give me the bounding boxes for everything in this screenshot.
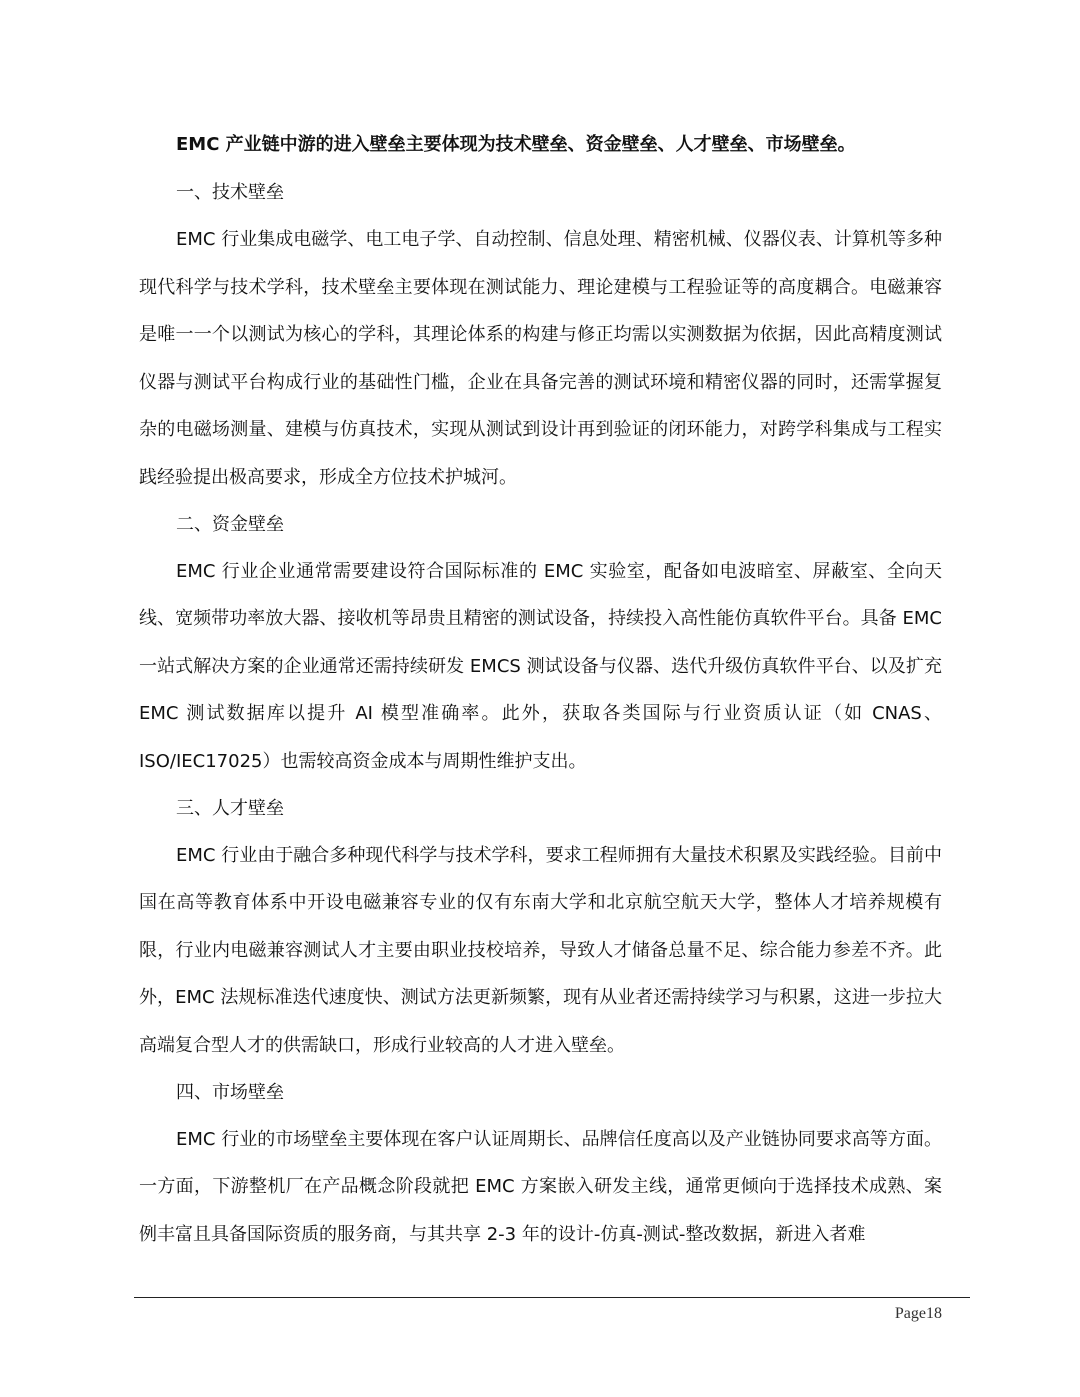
section-title-technology: 一、技术壁垒 bbox=[176, 182, 284, 203]
section-body-capital: EMC 行业企业通常需要建设符合国际标准的 EMC 实验室，配备如电波暗室、屏蔽室、全向天线、宽频带功率放大器、接收机等昂贵且精密的测试设备，持续投入高性能仿真软件平台。具备 EMC 一站式解决方案的企业通常还需持续研发 EMCS 测试设备与仪器、迭代升级仿真软件平台、以及扩充 EMC 测试数据库以提升 AI 模型准确率。此外，获取各类国际与行业资质认证（如 CNAS、ISO/IEC17025）也需较高资金成本与周期性维护支出。 bbox=[139, 560, 942, 772]
section-body-market: EMC 行业的市场壁垒主要体现在客户认证周期长、品牌信任度高以及产业链协同要求高等方面。一方面，下游整机厂在产品概念阶段就把 EMC 方案嵌入研发主线，通常更倾向于选择技术成熟、案例丰富且具备国际资质的服务商，与其共享 2-3 年的设计-仿真-测试-整改数据，新进入者难 bbox=[139, 1128, 942, 1245]
footer-divider bbox=[134, 1297, 970, 1298]
section-body-technology: EMC 行业集成电磁学、电工电子学、自动控制、信息处理、精密机械、仪器仪表、计算机等多种现代科学与技术学科，技术壁垒主要体现在测试能力、理论建模与工程验证等的高度耦合。电磁兼容是唯一一个以测试为核心的学科，其理论体系的构建与修正均需以实测数据为依据，因此高精度测试仪器与测试平台构成行业的基础性门槛，企业在具备完善的测试环境和精密仪器的同时，还需掌握复杂的电磁场测量、建模与仿真技术，实现从测试到设计再到验证的闭环能力，对跨学科集成与工程实践经验提出极高要求，形成全方位技术护城河。 bbox=[139, 229, 942, 488]
section-title-capital: 二、资金壁垒 bbox=[176, 513, 284, 535]
section-body-talent: EMC 行业由于融合多种现代科学与技术学科，要求工程师拥有大量技术积累及实践经验。目前中国在高等教育体系中开设电磁兼容专业的仅有东南大学和北京航空航天大学，整体人才培养规模有限，行业内电磁兼容测试人才主要由职业技校培养，导致人才储备总量不足、综合能力参差不齐。此外，EMC 法规标准迭代速度快、测试方法更新频繁，现有从业者还需持续学习与积累，这进一步拉大高端复合型人才的供需缺口，形成行业较高的人才进入壁垒。 bbox=[139, 844, 942, 1056]
section-title-talent: 三、人才壁垒 bbox=[176, 797, 284, 819]
section-title-market: 四、市场壁垒 bbox=[176, 1081, 284, 1103]
document-heading: EMC 产业链中游的进入壁垒主要体现为技术壁垒、资金壁垒、人才壁垒、市场壁垒。 bbox=[176, 134, 856, 155]
document-body bbox=[139, 122, 942, 1258]
page-number: Page18 bbox=[894, 1305, 942, 1322]
